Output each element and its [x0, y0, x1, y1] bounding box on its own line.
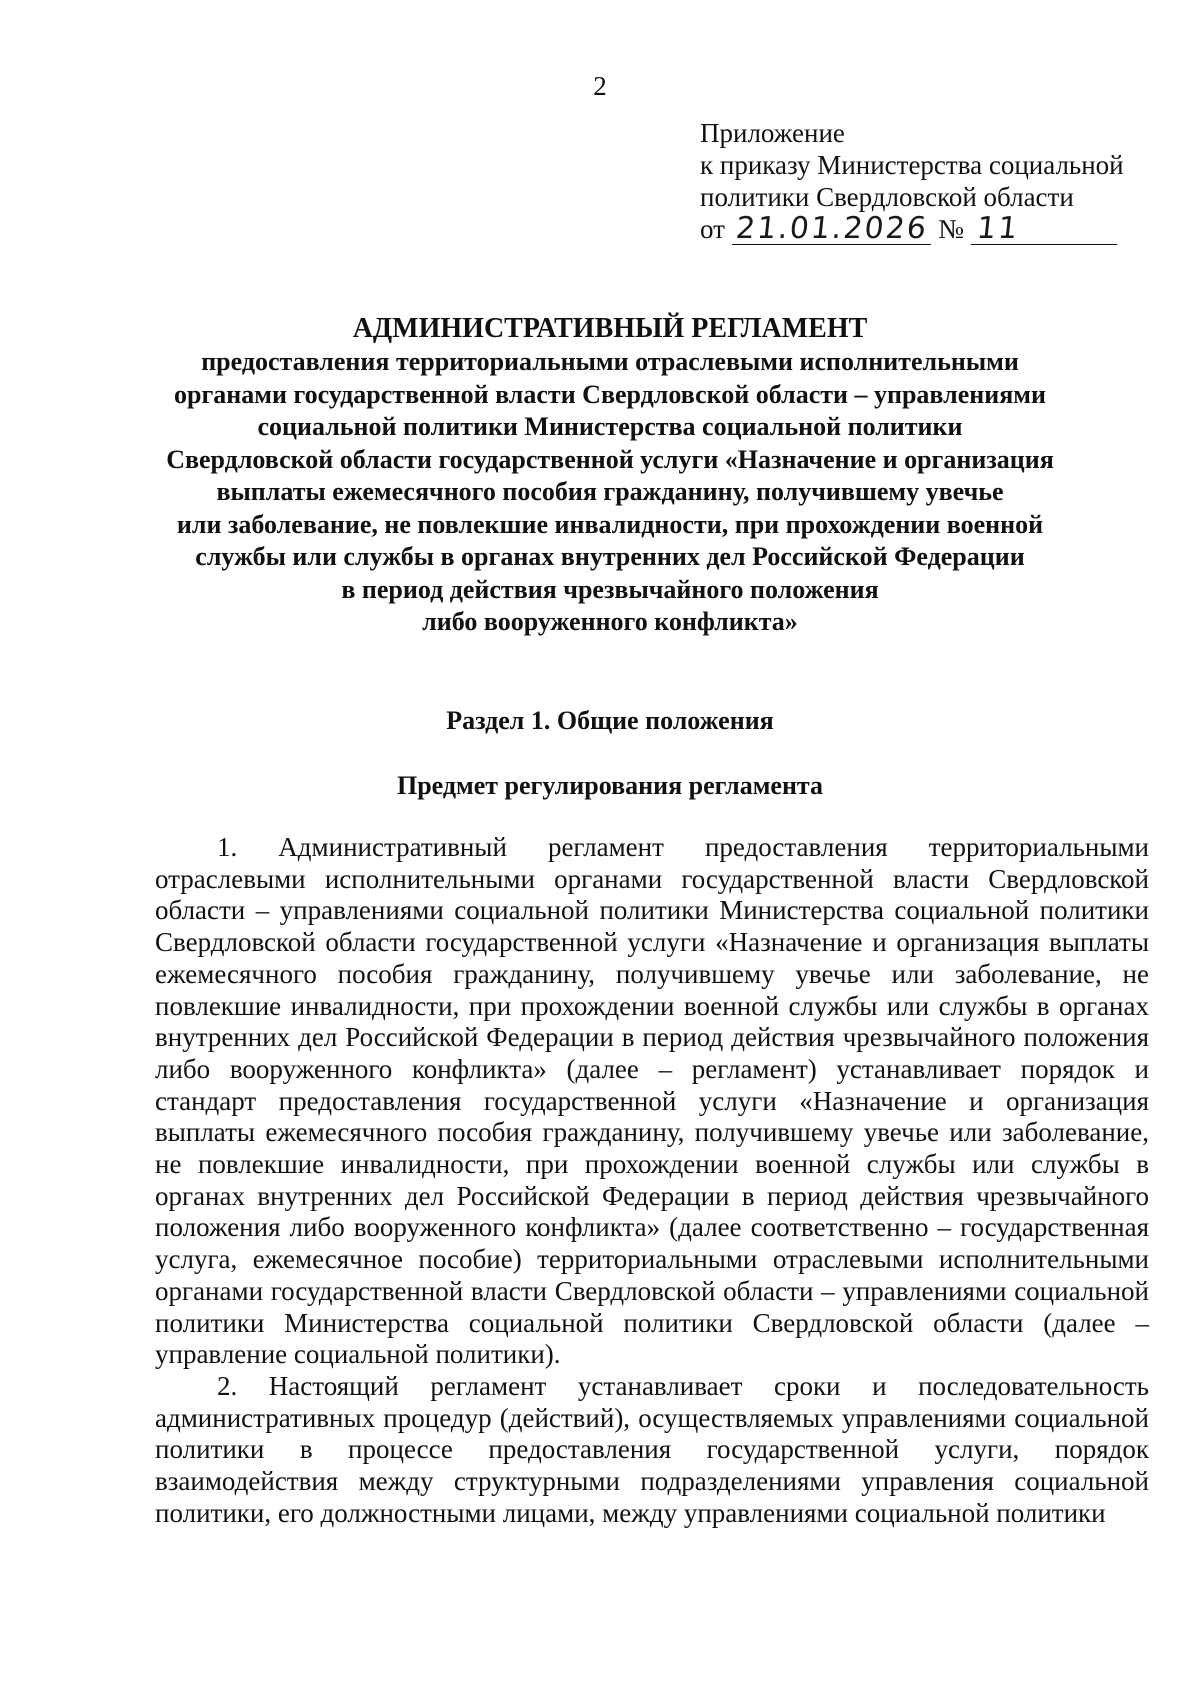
title-line: социальной политики Министерства социальной политики — [257, 412, 963, 441]
paragraph-2: 2. Настоящий регламент устанавливает сроки и последовательность административных процедур (действий), осуществляемых управлениями социальной политики в процессе предоставления государственной услуги, порядок взаимодействия между структурными подразделениями управления социальной политики, его должностными лицами, между управлениями социальной политики — [155, 1370, 1149, 1528]
title-line: выплаты ежемесячного пособия гражданину, получившему увечье — [216, 477, 1004, 506]
date-field — [732, 211, 932, 246]
section-heading: Раздел 1. Общие положения — [446, 706, 774, 735]
handwritten-number: 11 — [974, 211, 1021, 246]
title-line: органами государственной власти Свердловской области – управлениями — [174, 379, 1046, 409]
title-line: Свердловской области государственной услуги «Назначение и организация — [166, 444, 1054, 474]
title-line: или заболевание, не повлекшие инвалидности, при прохождении военной — [176, 509, 1044, 539]
appendix-line-2: к приказу Министерства социальной — [700, 150, 1124, 180]
document-title — [140, 312, 1080, 639]
number-field — [971, 211, 1117, 246]
paragraph-1: 1. Административный регламент предоставления территориальными отраслевыми исполнительными органами государственной власти Свердловской области – управлениями социальной политики Министерства социальной политики Свердловской области государственной услуги «Назначение и организация выплаты ежемесячного пособия гражданину, получившему увечье или заболевание, не повлекшие инвалидности, при прохождении военной службы или службы в органах внутренних дел Российской Федерации в период действия чрезвычайного положения либо вооруженного конфликта» (далее – регламент) устанавливает порядок и стандарт предоставления государственной услуги «Назначение и организация выплаты ежемесячного пособия гражданину, получившему увечье или заболевание, не повлекшие инвалидности, при прохождении военной службы или службы в органах внутренних дел Российской Федерации в период действия чрезвычайного положения либо вооруженного конфликта» (далее соответственно – государственная услуга, ежемесячное пособие) территориальными отраслевыми исполнительными органами государственной власти Свердловской области – управлениями социальной политики Министерства социальной политики Свердловской области (далее – управление социальной политики). — [155, 832, 1149, 1370]
body-text — [155, 832, 1149, 1529]
date-prefix: от — [700, 214, 725, 244]
appendix-line-3: политики Свердловской области — [700, 182, 1074, 212]
title-main: АДМИНИСТРАТИВНЫЙ РЕГЛАМЕНТ — [352, 313, 868, 344]
page-number: 2 — [593, 71, 607, 101]
appendix-date-line — [700, 213, 1170, 245]
appendix-line-1: Приложение — [700, 118, 845, 148]
appendix-block — [700, 117, 1170, 245]
title-line: в период действия чрезвычайного положения — [341, 574, 879, 604]
title-line: предоставления территориальными отраслевыми исполнительными — [201, 347, 1019, 376]
number-prefix: № — [938, 214, 964, 244]
title-line: либо вооруженного конфликта» — [422, 607, 798, 636]
title-line: службы или службы в органах внутренних дел Российской Федерации — [195, 542, 1025, 571]
handwritten-date: 21.01.2026 — [733, 211, 930, 246]
sub-heading: Предмет регулирования регламента — [396, 771, 824, 800]
